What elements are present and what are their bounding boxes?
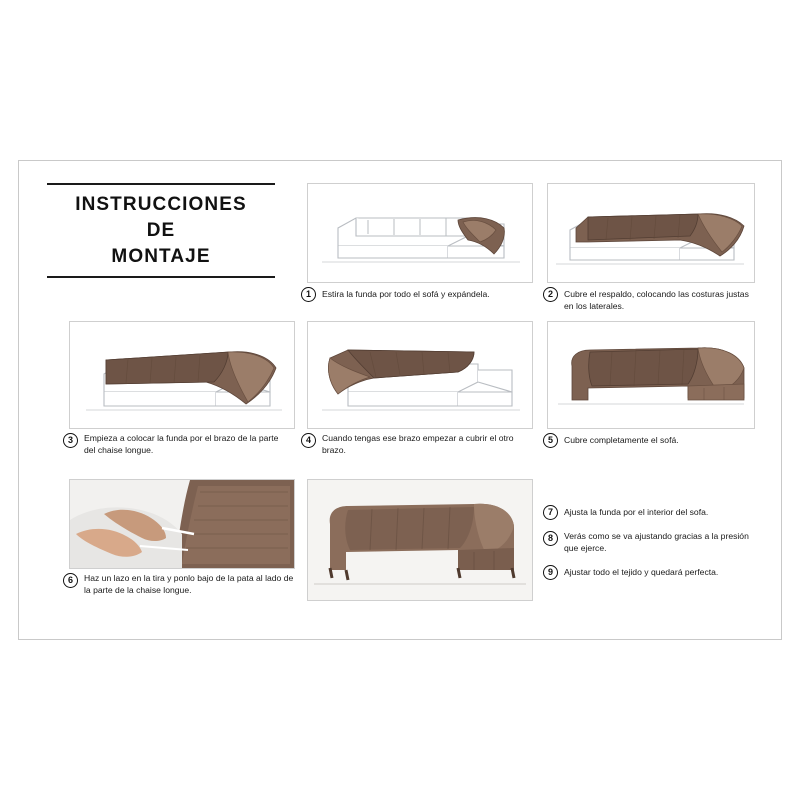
step-8-number: 8 xyxy=(543,531,558,546)
steps-7-9-illustration xyxy=(307,479,533,601)
title-line-1: INSTRUCCIONES xyxy=(75,194,247,215)
step-9-number: 9 xyxy=(543,565,558,580)
hands-tying-strap-photo-icon xyxy=(70,480,295,569)
step-4-number: 4 xyxy=(301,433,316,448)
step-6-illustration xyxy=(69,479,295,569)
instruction-sheet xyxy=(18,160,782,640)
step-1-caption: Estira la funda por todo el sofá y expándela. xyxy=(322,289,490,299)
step-3-number: 3 xyxy=(63,433,78,448)
step-5-illustration xyxy=(547,321,755,429)
step-1-number: 1 xyxy=(301,287,316,302)
step-9-caption: Ajustar todo el tejido y quedará perfecta. xyxy=(564,567,719,577)
title-text xyxy=(47,185,275,276)
step-4-caption: Cuando tengas ese brazo empezar a cubrir el otro brazo. xyxy=(322,433,514,455)
title-line-2: DE xyxy=(146,220,176,241)
step-4-illustration xyxy=(307,321,533,429)
sofa-backrest-covered-icon xyxy=(548,184,755,283)
title-rule-bottom xyxy=(47,276,275,278)
sofa-chaise-arm-covered-icon xyxy=(70,322,295,429)
finished-sofa-photo-icon xyxy=(308,480,533,601)
step-2-caption: Cubre el respaldo, colocando las costuras justas en los laterales. xyxy=(564,289,749,311)
step-5-caption: Cubre completamente el sofá. xyxy=(564,435,679,445)
step-1-illustration xyxy=(307,183,533,283)
title-line-3: MONTAJE xyxy=(111,246,211,267)
step-2-illustration xyxy=(547,183,755,283)
step-7-caption: Ajusta la funda por el interior del sofa. xyxy=(564,507,709,517)
sofa-with-cover-spread-icon xyxy=(308,184,533,283)
step-3-illustration xyxy=(69,321,295,429)
step-3-caption: Empieza a colocar la funda por el brazo de la parte del chaise longue. xyxy=(84,433,279,455)
sofa-fully-covered-icon xyxy=(548,322,755,429)
step-6-number: 6 xyxy=(63,573,78,588)
step-6-caption: Haz un lazo en la tira y ponlo bajo de la pata al lado de la parte de la chaise longue. xyxy=(84,573,294,595)
step-8-caption: Verás como se va ajustando gracias a la presión que ejerce. xyxy=(564,531,749,553)
step-2-number: 2 xyxy=(543,287,558,302)
page-title xyxy=(47,183,275,278)
sofa-other-arm-covered-icon xyxy=(308,322,533,429)
step-5-number: 5 xyxy=(543,433,558,448)
step-7-number: 7 xyxy=(543,505,558,520)
